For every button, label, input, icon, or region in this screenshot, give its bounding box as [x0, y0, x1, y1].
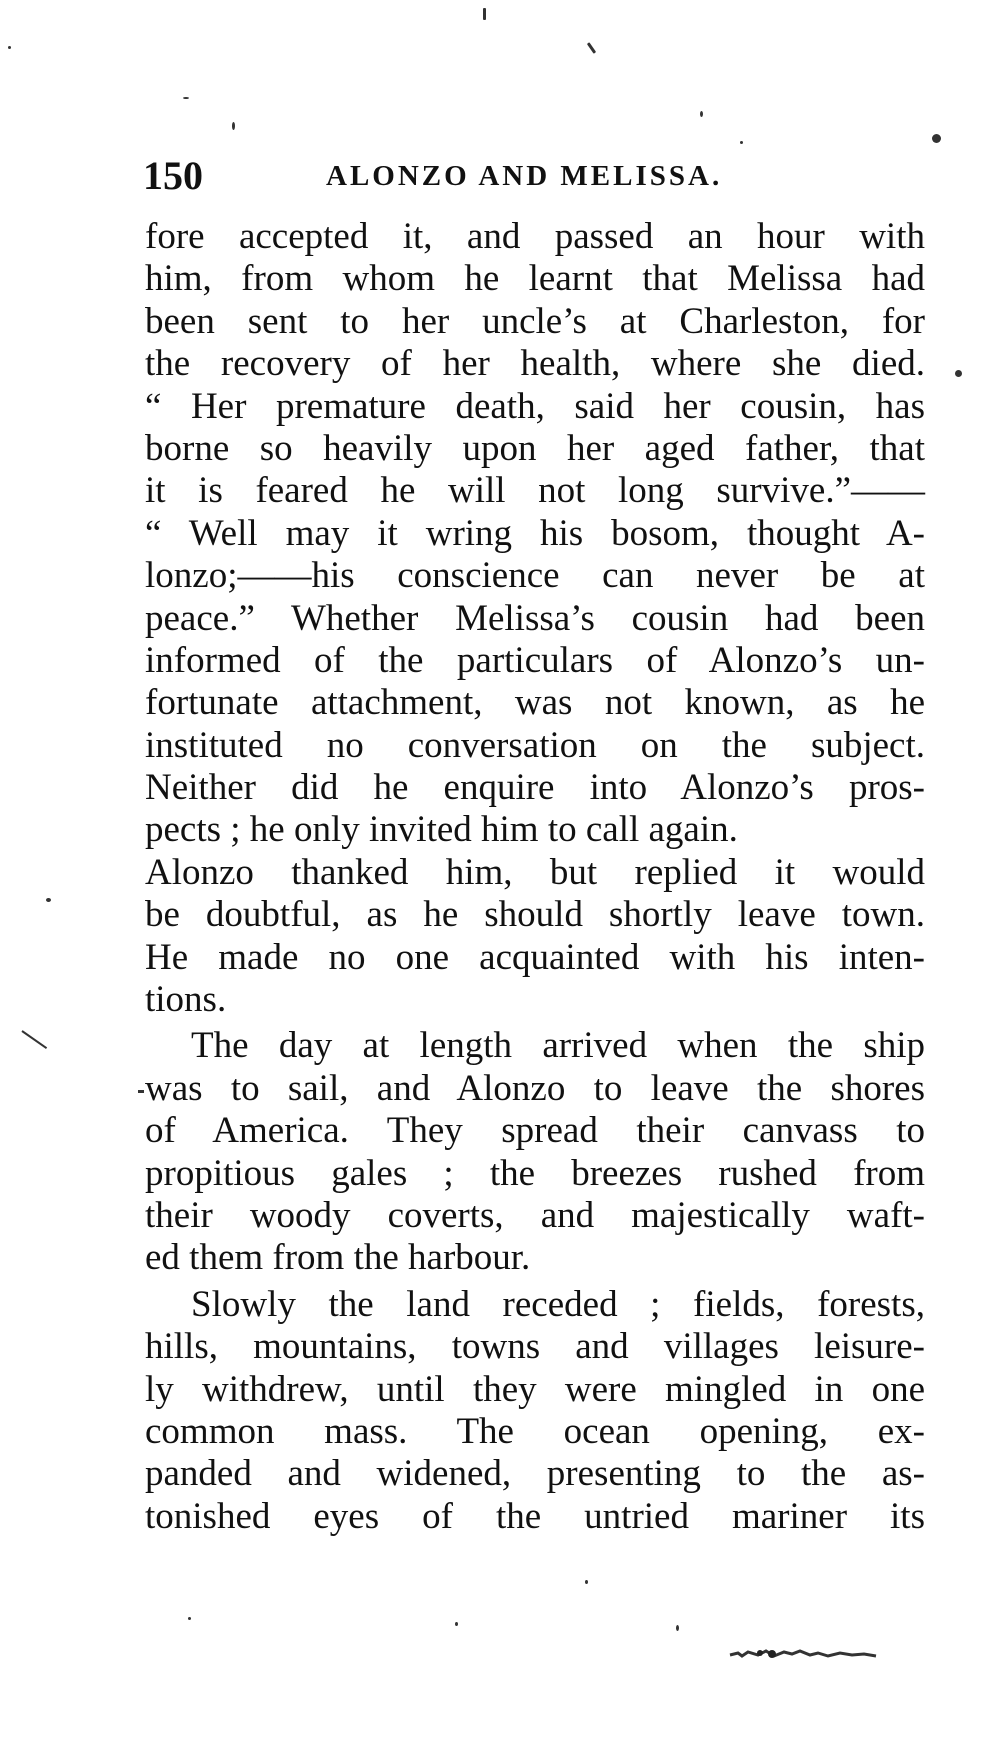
scan-speck [585, 1580, 588, 1584]
text-line: Slowly the land receded ; fields, forests, [191, 1283, 925, 1325]
paragraph-1 [145, 216, 925, 1021]
text-line: lonzo;——his conscience can never be at [145, 555, 925, 597]
text-line: borne so heavily upon her aged father, that [145, 427, 925, 469]
scan-speck [455, 1622, 458, 1626]
text-line: “ Well may it wring his bosom, thought A- [145, 512, 925, 554]
text-line: ly withdrew, until they were mingled in one [145, 1368, 925, 1410]
scan-speck [700, 111, 703, 117]
text-line: “ Her premature death, said her cousin, has [145, 385, 925, 427]
text-line: The day at length arrived when the ship [191, 1025, 925, 1067]
text-line: tions. [145, 979, 227, 1021]
text-line: their woody coverts, and majestically waft- [145, 1194, 925, 1236]
scan-speck [183, 97, 189, 99]
text-line: Neither did he enquire into Alonzo’s pros- [145, 767, 925, 809]
text-line: was to sail, and Alonzo to leave the shores [145, 1067, 925, 1109]
scan-mark [21, 1030, 47, 1049]
text-line: be doubtful, as he should shortly leave town. [145, 894, 925, 936]
scan-speck [676, 1625, 679, 1631]
body-text [145, 216, 925, 1538]
scan-speck [955, 370, 962, 377]
scan-speck [483, 8, 486, 20]
text-line: hills, mountains, towns and villages leisure- [145, 1326, 925, 1368]
scan-speck [232, 122, 235, 130]
text-line: propitious gales ; the breezes rushed from [145, 1152, 925, 1194]
ink-smudge [728, 1647, 878, 1661]
text-line: panded and widened, presenting to the as- [145, 1453, 925, 1495]
text-line: common mass. The ocean opening, ex- [145, 1410, 925, 1452]
running-title: ALONZO AND MELISSA. [326, 160, 723, 192]
text-line: him, from whom he learnt that Melissa had [145, 258, 925, 300]
paragraph-2 [145, 1025, 925, 1279]
text-line: the recovery of her health, where she died. [145, 343, 925, 385]
scan-speck [740, 141, 743, 144]
text-line: fore accepted it, and passed an hour with [145, 216, 925, 257]
text-line: it is feared he will not long survive.”—— [145, 470, 925, 512]
scan-speck [188, 1617, 191, 1620]
text-line: informed of the particulars of Alonzo’s un- [145, 639, 925, 681]
text-line: He made no one acquainted with his inten- [145, 936, 925, 978]
scan-mark [138, 1090, 144, 1093]
text-line: been sent to her uncle’s at Charleston, for [145, 300, 925, 342]
text-line: of America. They spread their canvass to [145, 1110, 925, 1152]
running-head [143, 150, 743, 202]
scan-speck [932, 134, 941, 143]
paragraph-3 [145, 1284, 925, 1538]
text-line: pects ; he only invited him to call again. [145, 809, 738, 851]
text-line: ed them from the harbour. [145, 1237, 531, 1279]
text-line: Alonzo thanked him, but replied it would [145, 851, 925, 893]
scan-speck [587, 42, 596, 54]
text-line: tonished eyes of the untried mariner its [145, 1495, 925, 1537]
scan-speck [46, 898, 51, 902]
text-line: fortunate attachment, was not known, as he [145, 682, 925, 724]
page-number: 150 [143, 153, 203, 198]
scan-speck [8, 46, 11, 49]
text-line: instituted no conversation on the subject. [145, 724, 925, 766]
text-line: peace.” Whether Melissa’s cousin had been [145, 597, 925, 639]
